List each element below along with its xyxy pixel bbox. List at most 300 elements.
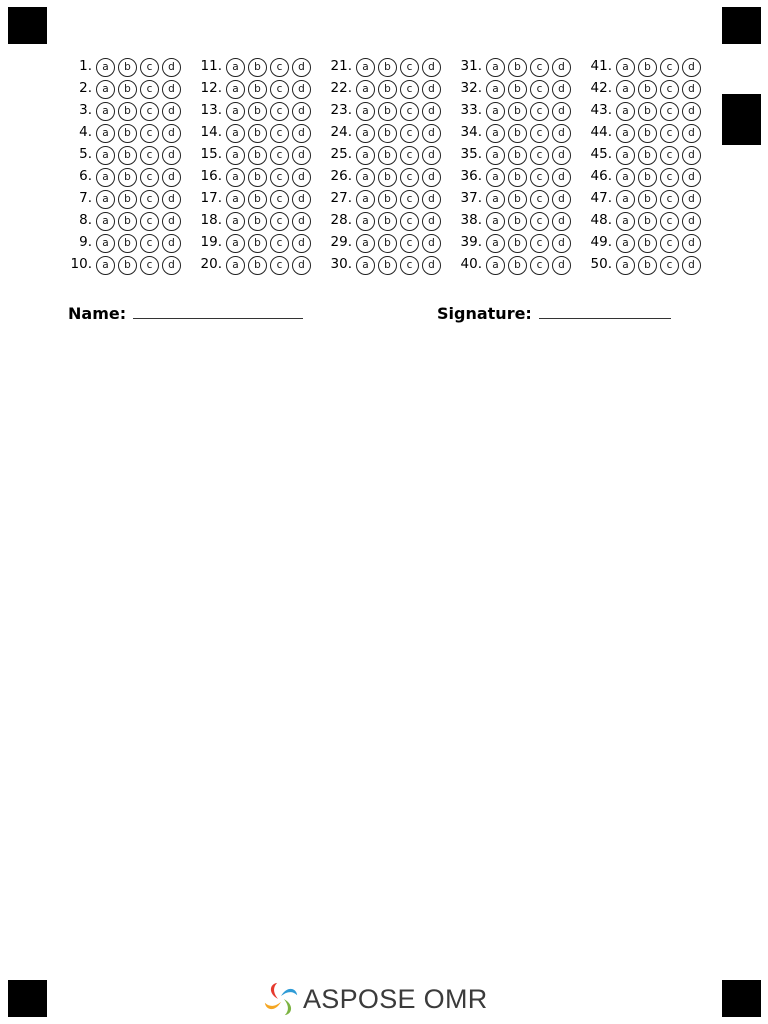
answer-bubble-a[interactable]: a <box>226 58 245 77</box>
question-number: 7. <box>79 190 92 207</box>
answer-bubble-d[interactable]: d <box>292 146 311 165</box>
answer-bubble-a[interactable]: a <box>356 190 375 209</box>
answer-bubbles <box>96 58 181 77</box>
answer-bubble-a[interactable]: a <box>226 102 245 121</box>
answer-bubble-b[interactable]: b <box>118 124 137 143</box>
question-number: 43. <box>590 102 612 119</box>
question-number: 26. <box>330 168 352 185</box>
answer-bubble-d[interactable]: d <box>422 190 441 209</box>
answer-bubble-b[interactable]: b <box>118 212 137 231</box>
question-number: 32. <box>460 80 482 97</box>
question-number: 3. <box>79 102 92 119</box>
answer-bubble-a[interactable]: a <box>356 146 375 165</box>
answer-bubble-d[interactable]: d <box>292 212 311 231</box>
answer-bubble-b[interactable]: b <box>638 80 657 99</box>
answer-bubble-c[interactable]: c <box>660 146 679 165</box>
answer-bubble-a[interactable]: a <box>616 190 635 209</box>
question-row <box>582 210 712 232</box>
answer-bubbles <box>616 124 701 143</box>
answer-bubbles <box>486 234 571 253</box>
answer-bubble-c[interactable]: c <box>140 190 159 209</box>
answer-bubble-c[interactable]: c <box>140 124 159 143</box>
answer-bubble-c[interactable]: c <box>530 212 549 231</box>
answer-bubble-c[interactable]: c <box>270 256 289 275</box>
answer-bubbles <box>356 234 441 253</box>
question-number: 45. <box>590 146 612 163</box>
answer-bubble-b[interactable]: b <box>248 58 267 77</box>
answer-bubble-d[interactable]: d <box>292 168 311 187</box>
answer-bubbles <box>486 146 571 165</box>
question-row <box>452 56 582 78</box>
answer-bubble-c[interactable]: c <box>660 234 679 253</box>
answer-bubble-a[interactable]: a <box>486 168 505 187</box>
answer-bubble-a[interactable]: a <box>356 80 375 99</box>
question-number: 23. <box>330 102 352 119</box>
question-row <box>452 210 582 232</box>
answer-bubble-c[interactable]: c <box>270 80 289 99</box>
answer-bubble-b[interactable]: b <box>508 124 527 143</box>
question-number: 12. <box>200 80 222 97</box>
question-row <box>192 122 322 144</box>
question-number: 39. <box>460 234 482 251</box>
answer-bubble-c[interactable]: c <box>400 146 419 165</box>
answer-bubble-b[interactable]: b <box>118 234 137 253</box>
answer-bubble-d[interactable]: d <box>162 146 181 165</box>
answer-bubble-a[interactable]: a <box>486 58 505 77</box>
question-row <box>192 166 322 188</box>
answer-bubble-c[interactable]: c <box>400 58 419 77</box>
question-number: 28. <box>330 212 352 229</box>
answer-bubbles <box>226 256 311 275</box>
answer-bubble-d[interactable]: d <box>422 80 441 99</box>
answer-bubble-c[interactable]: c <box>660 102 679 121</box>
answer-bubble-b[interactable]: b <box>248 168 267 187</box>
orientation-marker-right <box>722 94 761 145</box>
answer-bubbles <box>616 168 701 187</box>
answer-bubble-a[interactable]: a <box>486 234 505 253</box>
answer-bubble-a[interactable]: a <box>226 168 245 187</box>
answer-bubble-c[interactable]: c <box>400 234 419 253</box>
answer-bubble-d[interactable]: d <box>552 80 571 99</box>
answer-bubble-d[interactable]: d <box>162 256 181 275</box>
question-number: 19. <box>200 234 222 251</box>
answer-bubble-c[interactable]: c <box>140 58 159 77</box>
answer-bubble-c[interactable]: c <box>530 146 549 165</box>
answer-bubble-c[interactable]: c <box>270 190 289 209</box>
question-row <box>192 78 322 100</box>
answer-bubble-a[interactable]: a <box>616 212 635 231</box>
answer-bubble-b[interactable]: b <box>638 146 657 165</box>
answer-bubble-c[interactable]: c <box>270 124 289 143</box>
answer-bubble-c[interactable]: c <box>400 190 419 209</box>
question-row <box>192 188 322 210</box>
answer-bubbles <box>356 256 441 275</box>
answer-bubble-b[interactable]: b <box>508 168 527 187</box>
answer-bubbles <box>356 80 441 99</box>
question-number: 24. <box>330 124 352 141</box>
question-row <box>322 232 452 254</box>
answer-bubble-b[interactable]: b <box>508 146 527 165</box>
question-number: 40. <box>460 256 482 273</box>
answer-bubble-a[interactable]: a <box>96 212 115 231</box>
answer-bubble-c[interactable]: c <box>400 212 419 231</box>
question-row <box>62 166 192 188</box>
answer-bubble-b[interactable]: b <box>378 102 397 121</box>
answer-bubble-d[interactable]: d <box>162 212 181 231</box>
question-column <box>452 56 582 276</box>
answer-bubble-b[interactable]: b <box>378 212 397 231</box>
answer-bubbles <box>96 190 181 209</box>
question-column <box>192 56 322 276</box>
aspose-omr-logo <box>262 980 488 1018</box>
answer-bubble-a[interactable]: a <box>356 124 375 143</box>
answer-bubble-a[interactable]: a <box>486 146 505 165</box>
answer-bubble-a[interactable]: a <box>226 80 245 99</box>
corner-marker-top-left <box>8 7 47 44</box>
answer-bubble-a[interactable]: a <box>96 168 115 187</box>
question-row <box>582 144 712 166</box>
answer-bubble-b[interactable]: b <box>638 256 657 275</box>
question-number: 20. <box>200 256 222 273</box>
answer-bubble-a[interactable]: a <box>96 58 115 77</box>
question-number: 46. <box>590 168 612 185</box>
question-number: 9. <box>79 234 92 251</box>
question-row <box>322 144 452 166</box>
question-row <box>322 166 452 188</box>
answer-bubble-a[interactable]: a <box>226 234 245 253</box>
answer-bubble-c[interactable]: c <box>140 80 159 99</box>
answer-bubble-d[interactable]: d <box>162 58 181 77</box>
answer-bubble-c[interactable]: c <box>660 256 679 275</box>
question-row <box>192 100 322 122</box>
answer-bubble-b[interactable]: b <box>248 124 267 143</box>
answer-bubble-a[interactable]: a <box>616 58 635 77</box>
answer-bubble-a[interactable]: a <box>616 146 635 165</box>
answer-bubble-b[interactable]: b <box>118 80 137 99</box>
question-number: 18. <box>200 212 222 229</box>
question-row <box>62 122 192 144</box>
answer-bubble-d[interactable]: d <box>162 168 181 187</box>
answer-bubble-c[interactable]: c <box>660 58 679 77</box>
answer-bubble-d[interactable]: d <box>292 256 311 275</box>
answer-bubble-d[interactable]: d <box>682 146 701 165</box>
answer-bubble-b[interactable]: b <box>508 212 527 231</box>
answer-bubble-c[interactable]: c <box>400 102 419 121</box>
answer-bubble-d[interactable]: d <box>682 234 701 253</box>
answer-bubble-b[interactable]: b <box>378 256 397 275</box>
answer-bubble-b[interactable]: b <box>508 256 527 275</box>
answer-bubble-b[interactable]: b <box>248 256 267 275</box>
answer-bubble-d[interactable]: d <box>422 234 441 253</box>
answer-bubble-b[interactable]: b <box>638 212 657 231</box>
answer-bubble-a[interactable]: a <box>96 146 115 165</box>
question-row <box>322 122 452 144</box>
answer-bubbles <box>356 168 441 187</box>
answer-bubble-d[interactable]: d <box>552 58 571 77</box>
answer-bubble-d[interactable]: d <box>552 168 571 187</box>
answer-bubble-a[interactable]: a <box>486 80 505 99</box>
answer-bubble-a[interactable]: a <box>486 124 505 143</box>
answer-bubble-b[interactable]: b <box>638 234 657 253</box>
question-number: 11. <box>200 58 222 75</box>
question-number: 35. <box>460 146 482 163</box>
answer-bubble-a[interactable]: a <box>486 102 505 121</box>
answer-bubble-b[interactable]: b <box>378 168 397 187</box>
answer-bubble-d[interactable]: d <box>682 58 701 77</box>
answer-bubble-c[interactable]: c <box>660 80 679 99</box>
question-number: 47. <box>590 190 612 207</box>
answer-bubble-d[interactable]: d <box>292 190 311 209</box>
question-row <box>62 210 192 232</box>
answer-bubble-a[interactable]: a <box>356 58 375 77</box>
answer-bubble-a[interactable]: a <box>616 234 635 253</box>
question-number: 48. <box>590 212 612 229</box>
question-row <box>582 122 712 144</box>
question-number: 6. <box>79 168 92 185</box>
question-number: 41. <box>590 58 612 75</box>
answer-bubble-a[interactable]: a <box>96 102 115 121</box>
answer-bubble-b[interactable]: b <box>638 190 657 209</box>
answer-bubble-c[interactable]: c <box>530 234 549 253</box>
signature-field <box>437 304 671 323</box>
answer-bubbles <box>96 80 181 99</box>
answer-bubble-d[interactable]: d <box>162 102 181 121</box>
question-row <box>452 254 582 276</box>
answer-bubble-a[interactable]: a <box>356 168 375 187</box>
answer-bubble-c[interactable]: c <box>140 212 159 231</box>
question-row <box>452 166 582 188</box>
answer-bubble-c[interactable]: c <box>530 190 549 209</box>
answer-bubble-c[interactable]: c <box>270 102 289 121</box>
answer-bubble-c[interactable]: c <box>400 124 419 143</box>
answer-bubble-d[interactable]: d <box>292 234 311 253</box>
aspose-swirl-icon <box>262 980 300 1018</box>
answer-bubbles <box>356 146 441 165</box>
answer-bubble-c[interactable]: c <box>400 168 419 187</box>
answer-bubble-d[interactable]: d <box>682 80 701 99</box>
answer-bubble-b[interactable]: b <box>378 124 397 143</box>
answer-bubble-b[interactable]: b <box>118 256 137 275</box>
answer-bubble-c[interactable]: c <box>140 256 159 275</box>
answer-bubbles <box>616 212 701 231</box>
answer-bubble-c[interactable]: c <box>400 80 419 99</box>
signature-blank-line[interactable] <box>539 304 671 319</box>
answer-bubble-d[interactable]: d <box>162 234 181 253</box>
question-column <box>582 56 712 276</box>
answer-bubble-a[interactable]: a <box>486 190 505 209</box>
answer-bubble-c[interactable]: c <box>270 212 289 231</box>
question-row <box>62 254 192 276</box>
answer-bubble-d[interactable]: d <box>552 190 571 209</box>
question-row <box>582 100 712 122</box>
answer-bubble-b[interactable]: b <box>378 58 397 77</box>
answer-bubble-b[interactable]: b <box>248 146 267 165</box>
answer-bubbles <box>96 168 181 187</box>
answer-bubble-a[interactable]: a <box>96 190 115 209</box>
answer-bubble-a[interactable]: a <box>226 124 245 143</box>
answer-bubble-d[interactable]: d <box>682 102 701 121</box>
answer-bubble-c[interactable]: c <box>530 102 549 121</box>
answer-bubble-c[interactable]: c <box>140 102 159 121</box>
answer-bubble-a[interactable]: a <box>356 256 375 275</box>
answer-bubble-d[interactable]: d <box>552 146 571 165</box>
question-row <box>582 232 712 254</box>
answer-bubble-c[interactable]: c <box>660 190 679 209</box>
answer-bubble-d[interactable]: d <box>162 190 181 209</box>
answer-bubble-b[interactable]: b <box>508 80 527 99</box>
answer-bubble-d[interactable]: d <box>422 124 441 143</box>
answer-bubble-a[interactable]: a <box>616 256 635 275</box>
answer-bubble-b[interactable]: b <box>378 234 397 253</box>
answer-bubble-d[interactable]: d <box>292 80 311 99</box>
question-number: 22. <box>330 80 352 97</box>
answer-bubble-b[interactable]: b <box>118 190 137 209</box>
answer-bubble-b[interactable]: b <box>248 102 267 121</box>
answer-bubbles <box>226 58 311 77</box>
answer-bubble-c[interactable]: c <box>270 58 289 77</box>
answer-bubble-a[interactable]: a <box>356 102 375 121</box>
answer-bubble-a[interactable]: a <box>616 102 635 121</box>
answer-bubble-d[interactable]: d <box>682 212 701 231</box>
answer-bubble-c[interactable]: c <box>140 146 159 165</box>
answer-bubble-a[interactable]: a <box>356 212 375 231</box>
answer-bubble-b[interactable]: b <box>638 58 657 77</box>
answer-bubble-b[interactable]: b <box>248 190 267 209</box>
question-number: 2. <box>79 80 92 97</box>
answer-bubble-d[interactable]: d <box>292 102 311 121</box>
answer-bubble-d[interactable]: d <box>292 58 311 77</box>
answer-bubble-d[interactable]: d <box>422 58 441 77</box>
answer-bubble-c[interactable]: c <box>270 168 289 187</box>
question-number: 1. <box>79 58 92 75</box>
question-row <box>192 254 322 276</box>
question-row <box>192 144 322 166</box>
answer-bubbles <box>226 190 311 209</box>
answer-bubble-d[interactable]: d <box>422 168 441 187</box>
answer-bubble-d[interactable]: d <box>292 124 311 143</box>
answer-bubble-c[interactable]: c <box>660 212 679 231</box>
answer-bubble-d[interactable]: d <box>552 124 571 143</box>
answer-bubble-b[interactable]: b <box>638 124 657 143</box>
answer-bubble-b[interactable]: b <box>638 168 657 187</box>
answer-bubble-c[interactable]: c <box>270 234 289 253</box>
answer-bubbles <box>356 102 441 121</box>
answer-bubble-a[interactable]: a <box>96 234 115 253</box>
answer-bubble-c[interactable]: c <box>270 146 289 165</box>
answer-bubble-b[interactable]: b <box>508 190 527 209</box>
answer-bubble-a[interactable]: a <box>96 124 115 143</box>
question-number: 37. <box>460 190 482 207</box>
answer-bubble-b[interactable]: b <box>118 58 137 77</box>
name-blank-line[interactable] <box>133 304 303 319</box>
question-number: 21. <box>330 58 352 75</box>
corner-marker-top-right <box>722 7 761 44</box>
answer-bubble-c[interactable]: c <box>530 124 549 143</box>
answer-bubble-a[interactable]: a <box>226 212 245 231</box>
answer-bubble-a[interactable]: a <box>226 190 245 209</box>
answer-bubble-c[interactable]: c <box>660 168 679 187</box>
answer-bubble-c[interactable]: c <box>530 58 549 77</box>
answer-bubble-a[interactable]: a <box>486 212 505 231</box>
answer-bubble-a[interactable]: a <box>96 80 115 99</box>
answer-bubbles <box>226 124 311 143</box>
answer-bubble-b[interactable]: b <box>508 58 527 77</box>
answer-bubble-d[interactable]: d <box>682 124 701 143</box>
answer-bubble-b[interactable]: b <box>118 168 137 187</box>
answer-bubble-d[interactable]: d <box>422 146 441 165</box>
answer-bubble-b[interactable]: b <box>118 102 137 121</box>
answer-bubble-d[interactable]: d <box>162 80 181 99</box>
answer-bubble-a[interactable]: a <box>226 256 245 275</box>
answer-bubble-d[interactable]: d <box>422 256 441 275</box>
answer-bubble-c[interactable]: c <box>530 168 549 187</box>
answer-bubble-a[interactable]: a <box>226 146 245 165</box>
name-label: Name: <box>68 304 127 323</box>
question-row <box>62 188 192 210</box>
question-number: 10. <box>70 256 92 273</box>
answer-bubbles <box>356 124 441 143</box>
answer-bubble-b[interactable]: b <box>118 146 137 165</box>
answer-bubbles <box>616 256 701 275</box>
answer-bubble-b[interactable]: b <box>378 80 397 99</box>
corner-marker-bottom-left <box>8 980 47 1017</box>
answer-bubble-d[interactable]: d <box>682 256 701 275</box>
question-number: 34. <box>460 124 482 141</box>
answer-bubble-a[interactable]: a <box>356 234 375 253</box>
answer-bubble-d[interactable]: d <box>682 190 701 209</box>
answer-bubble-d[interactable]: d <box>552 234 571 253</box>
answer-bubble-b[interactable]: b <box>508 102 527 121</box>
answer-bubble-c[interactable]: c <box>530 80 549 99</box>
answer-bubble-a[interactable]: a <box>486 256 505 275</box>
question-row <box>62 144 192 166</box>
answer-bubbles <box>486 102 571 121</box>
answer-bubble-a[interactable]: a <box>616 168 635 187</box>
question-row <box>192 232 322 254</box>
question-number: 29. <box>330 234 352 251</box>
answer-bubble-c[interactable]: c <box>140 168 159 187</box>
answer-bubbles <box>486 124 571 143</box>
question-row <box>582 78 712 100</box>
answer-bubble-d[interactable]: d <box>552 212 571 231</box>
answer-bubble-b[interactable]: b <box>248 80 267 99</box>
answer-bubble-b[interactable]: b <box>638 102 657 121</box>
answer-bubble-b[interactable]: b <box>378 146 397 165</box>
answer-bubble-d[interactable]: d <box>422 212 441 231</box>
answer-bubble-a[interactable]: a <box>616 80 635 99</box>
answer-bubble-d[interactable]: d <box>682 168 701 187</box>
answer-bubble-a[interactable]: a <box>616 124 635 143</box>
answer-bubble-c[interactable]: c <box>140 234 159 253</box>
answer-bubbles <box>226 212 311 231</box>
answer-bubble-b[interactable]: b <box>508 234 527 253</box>
answer-bubble-a[interactable]: a <box>96 256 115 275</box>
answer-bubble-d[interactable]: d <box>552 256 571 275</box>
question-number: 38. <box>460 212 482 229</box>
answer-bubble-c[interactable]: c <box>400 256 419 275</box>
answer-bubble-b[interactable]: b <box>248 234 267 253</box>
answer-bubble-b[interactable]: b <box>378 190 397 209</box>
answer-bubble-d[interactable]: d <box>422 102 441 121</box>
answer-bubble-c[interactable]: c <box>660 124 679 143</box>
answer-bubble-d[interactable]: d <box>552 102 571 121</box>
answer-bubble-d[interactable]: d <box>162 124 181 143</box>
answer-bubble-c[interactable]: c <box>530 256 549 275</box>
answer-bubble-b[interactable]: b <box>248 212 267 231</box>
question-row <box>582 254 712 276</box>
question-number: 42. <box>590 80 612 97</box>
question-row <box>452 78 582 100</box>
